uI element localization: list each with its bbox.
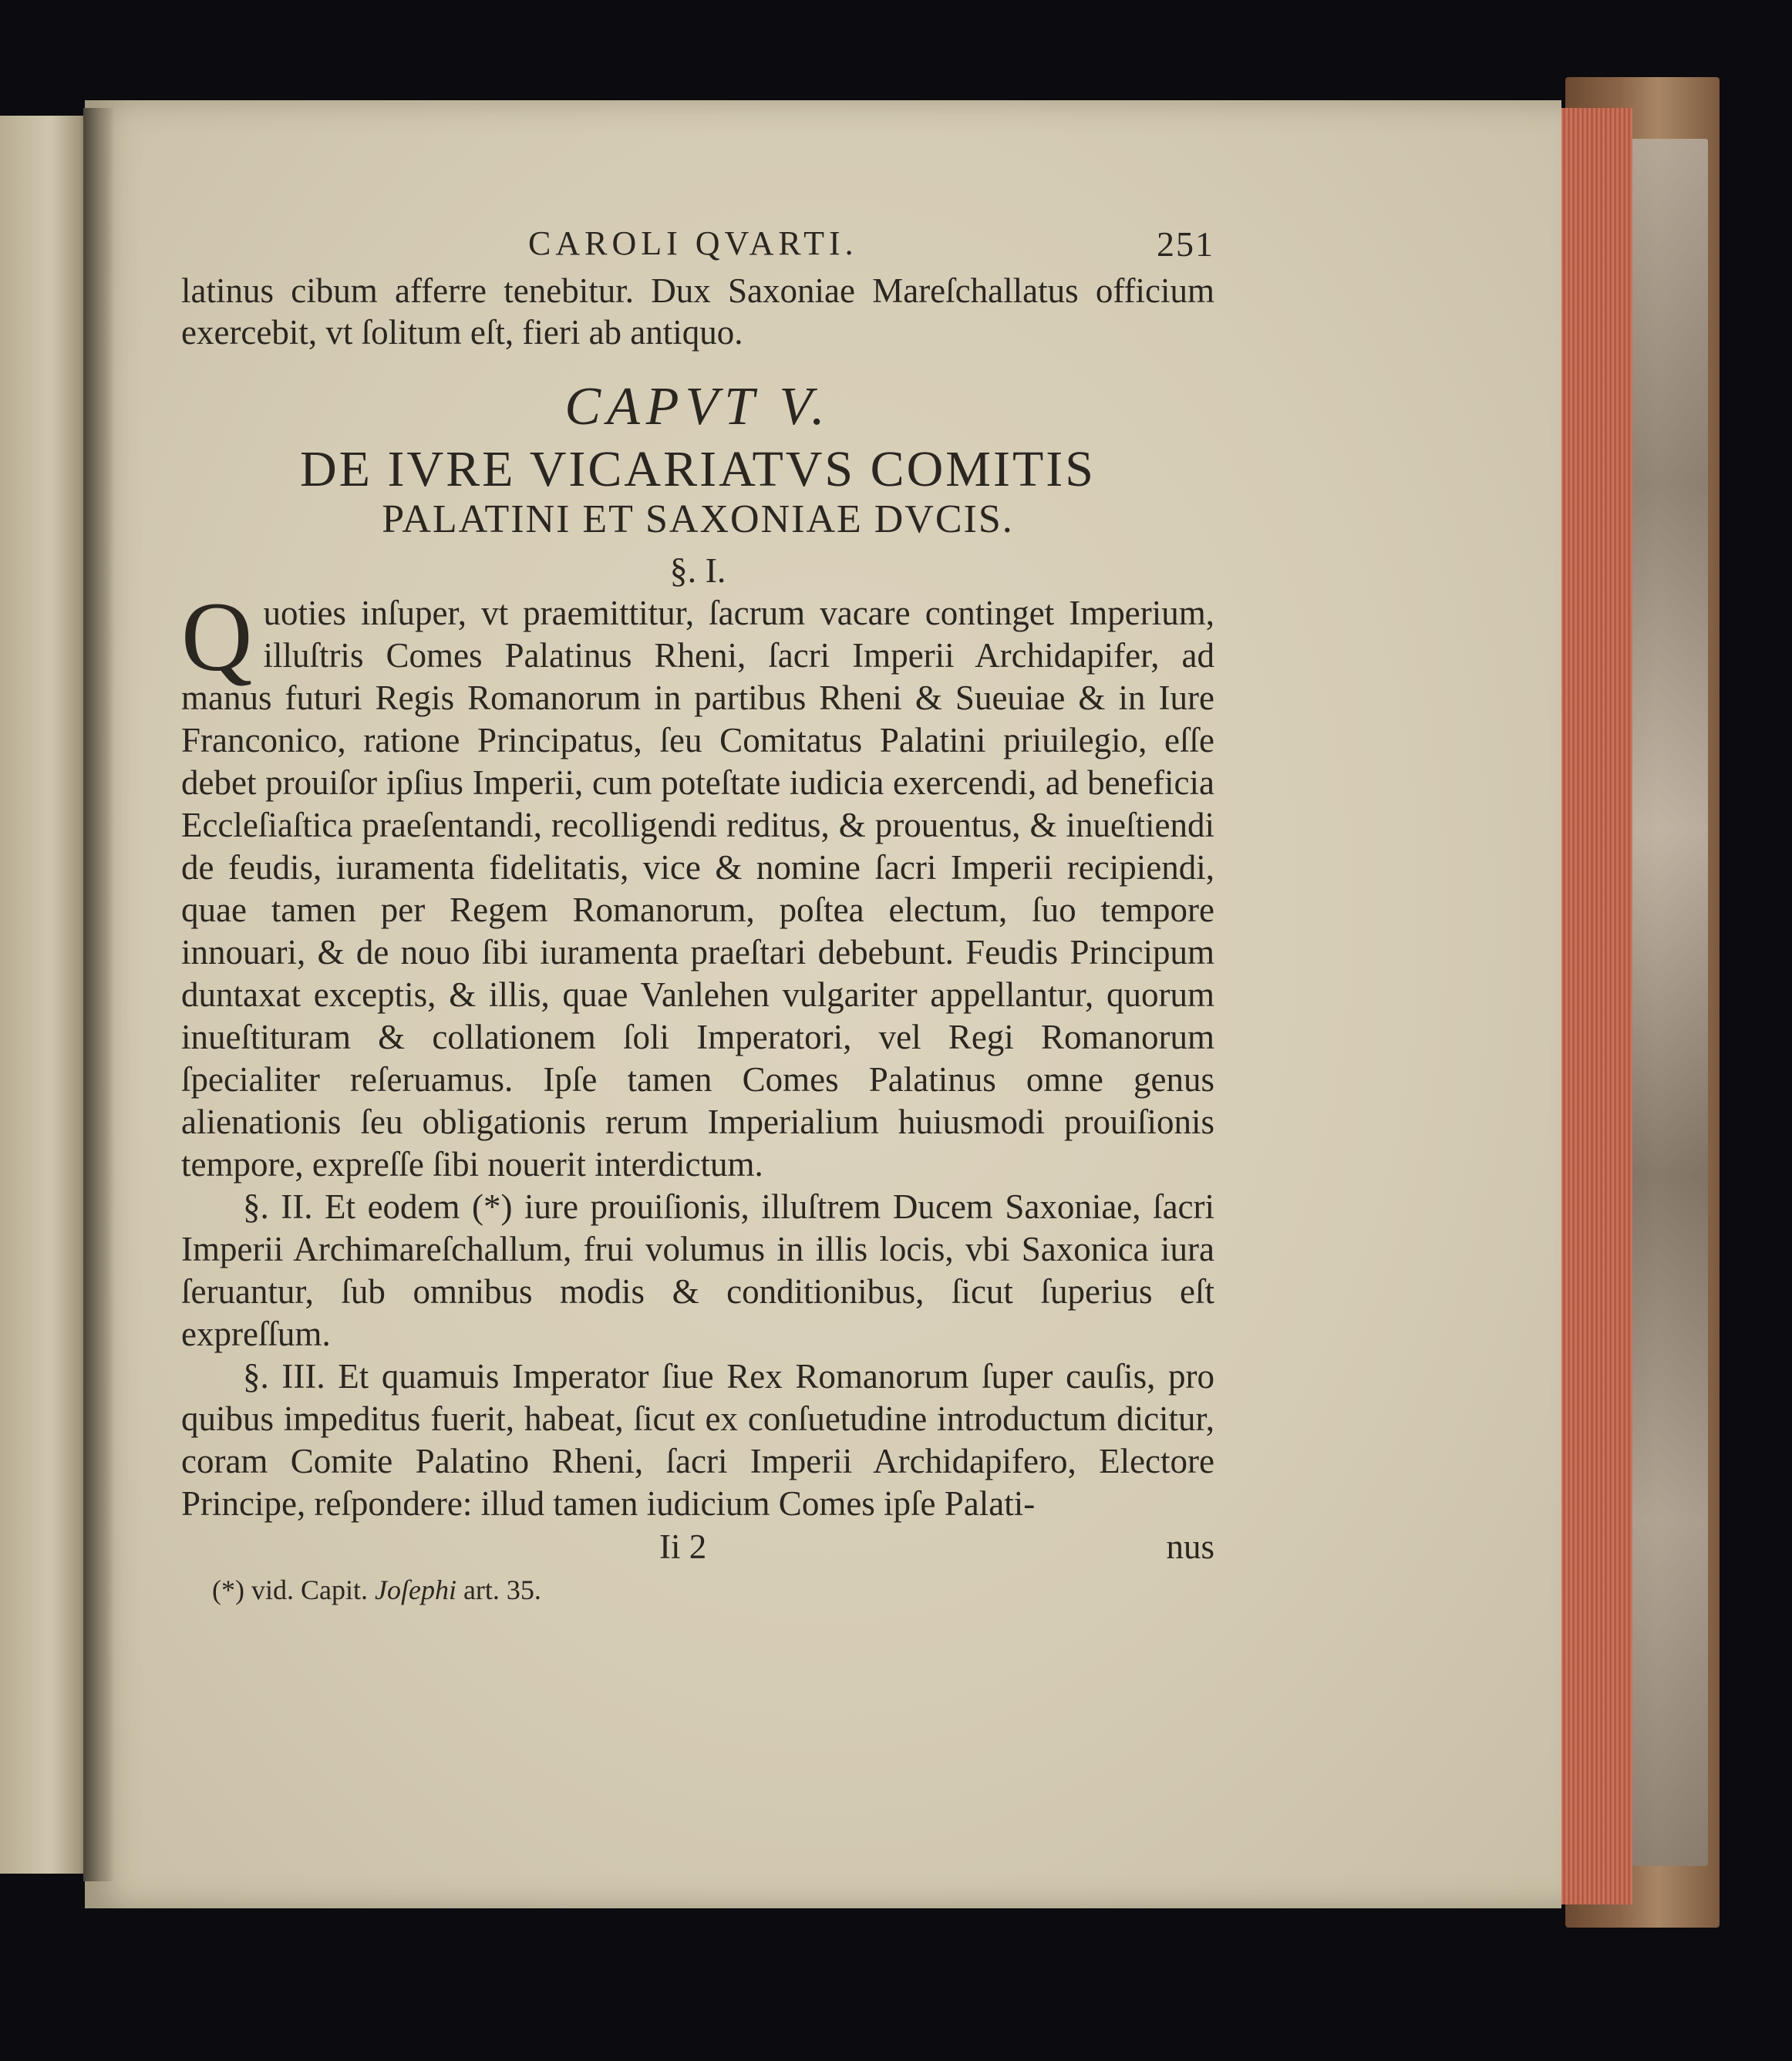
- left-facing-page: [0, 116, 93, 1874]
- chapter-title-line-2: PALATINI ET SAXONIAE DVCIS.: [382, 497, 1014, 541]
- intro-paragraph: latinus cibum afferre tenebitur. Dux Saxoniae Mareſchallatus officium exercebit, vt ſolitum eſt, fieri ab antiquo.: [181, 271, 1214, 352]
- section-2-paragraph: §. II. Et eodem (*) iure prouiſionis, illuſtrem Ducem Saxoniae, ſacri Imperii Archimareſchallum, frui volumus in illis locis, vbi Saxonica iura ſeruantur, ſub omnibus modis & conditionibus, ſicut ſuperius eſt expreſſum.: [181, 1187, 1214, 1353]
- footnote: [212, 1573, 1214, 1607]
- footnote-prefix: (*) vid. Capit.: [212, 1574, 368, 1605]
- marbled-cover-board: [1623, 139, 1708, 1866]
- page-edges: [1554, 108, 1632, 1904]
- section-1-paragraph: [181, 582, 1214, 1186]
- binding-gutter-shadow: [83, 108, 114, 1881]
- drop-cap: Q: [181, 582, 253, 692]
- running-head: [181, 216, 1214, 270]
- catchword: nus: [1166, 1527, 1214, 1566]
- section-3-paragraph: §. III. Et quamuis Imperator ſiue Rex Romanorum ſuper cauſis, pro quibus impeditus fuerit, habeat, ſicut ex conſuetudine introductum dicitur, coram Comite Palatino Rheni, ſacri Imperii Archidapifero, Electore Principe, reſpondere: illud tamen iudicium Comes ipſe Palati-: [181, 1357, 1214, 1523]
- chapter-title-line-1: DE IVRE VICARIATVS COMITIS: [300, 441, 1096, 497]
- catchline: [181, 1527, 1214, 1570]
- page-number: 251: [1157, 224, 1214, 264]
- section-1-text: uoties inſuper, vt praemittitur, ſacrum vacare continget Imperium, illuſtris Comes Palatinus Rheni, ſacri Imperii Archidapifer, ad manus futuri Regis Romanorum in partibus Rheni & Sueuiae & in Iure Franconico, ratione Principatus, ſeu Comitatus Palatini priuilegio, eſſe debet prouiſor ipſius Imperii, cum poteſtate iudicia exercendi, ad beneficia Eccleſiaſtica praeſentandi, recolligendi reditus, & prouentus, & inueſtiendi de feudis, iuramenta fidelitatis, vice & nomine ſacri Imperii recipiendi, quae tamen per Regem Romanorum, poſtea electum, ſuo tempore innouari, & de nouo ſibi iuramenta praeſtari debebunt. Feudis Principum duntaxat exceptis, & illis, quae Vanlehen vulgariter appellantur, quorum inueſtituram & collationem ſoli Imperatori, vel Regi Romanorum ſpecialiter reſeruamus. Ipſe tamen Comes Palatinus omne genus alienationis ſeu obligationis rerum Imperialium huiusmodi prouiſionis tempore, expreſſe ſibi nouerit interdictum.: [181, 594, 1214, 1184]
- footnote-name: Joſephi: [374, 1574, 456, 1605]
- book-page: [85, 100, 1561, 1908]
- chapter-heading: CAPVT V.: [564, 377, 831, 436]
- running-title: CAROLI QVARTI.: [528, 224, 858, 262]
- text-block: [181, 216, 1214, 1607]
- signature-mark: Ii 2: [659, 1527, 707, 1566]
- section-mark: §. I.: [669, 551, 726, 590]
- footnote-suffix: art. 35.: [463, 1574, 541, 1605]
